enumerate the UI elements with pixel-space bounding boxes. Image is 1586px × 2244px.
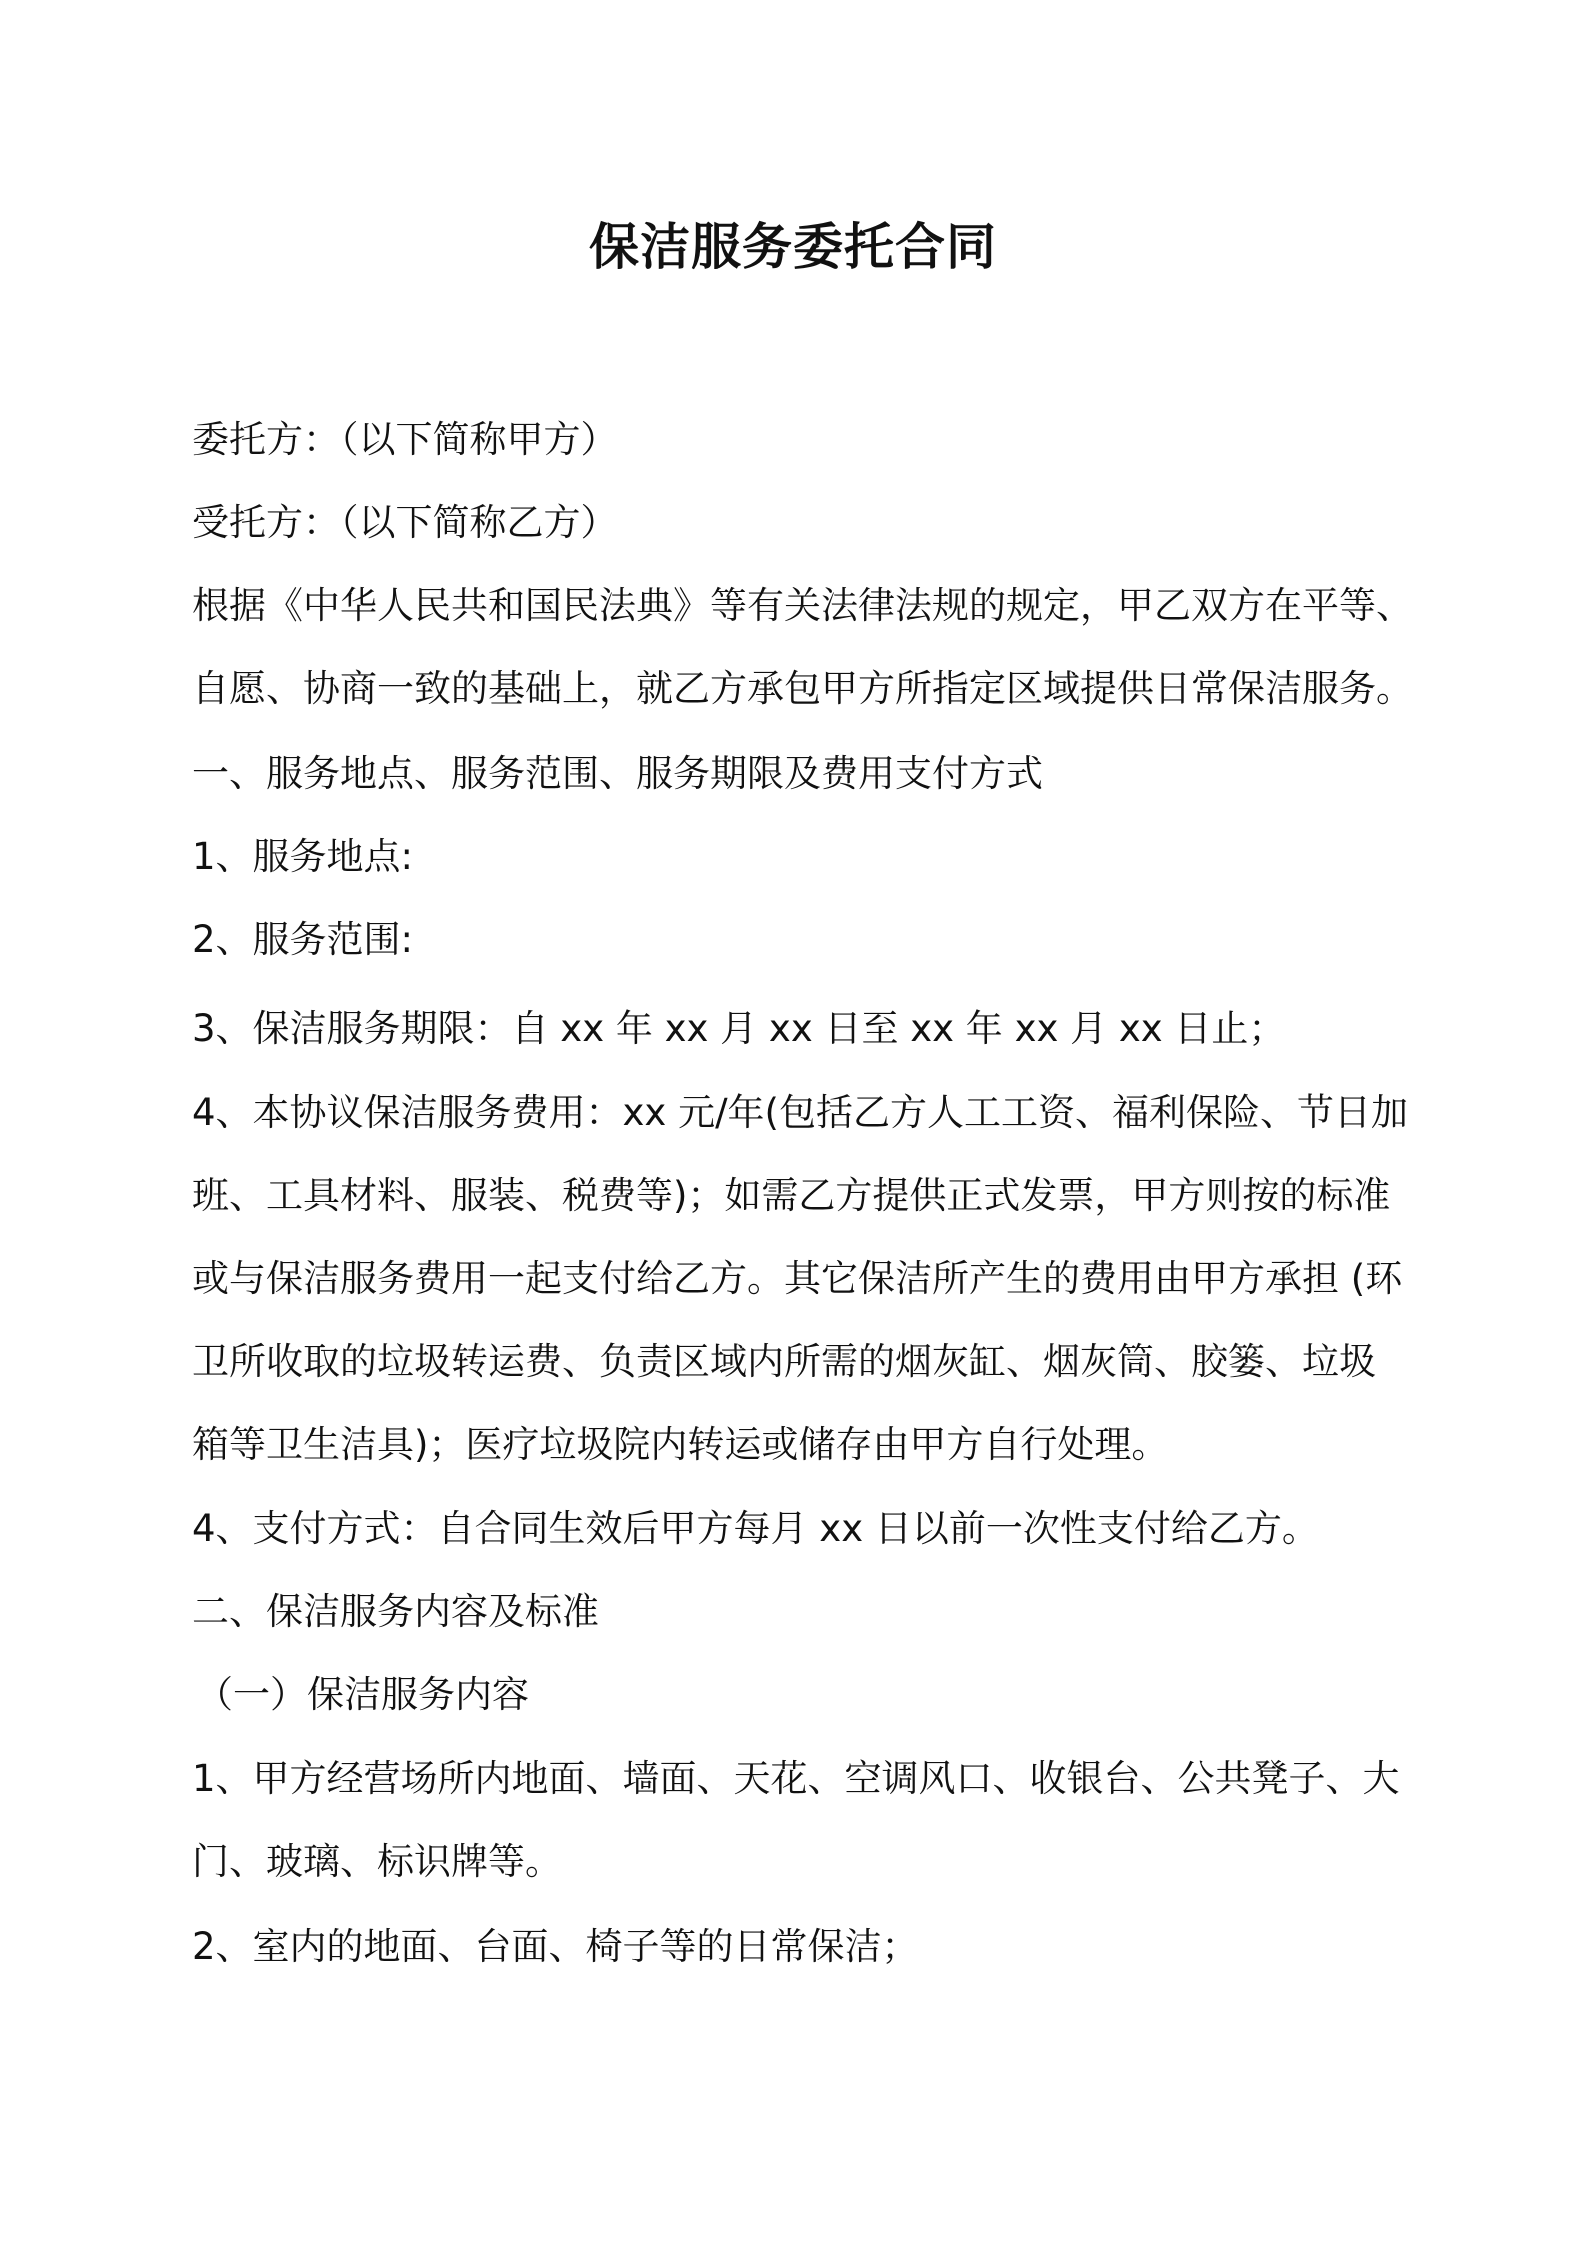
service-fee-line: 卫所收取的垃圾转运费、负责区域内所需的烟灰缸、烟灰筒、胶篓、垃圾 [192, 1340, 1376, 1383]
section-1-heading: 一、服务地点、服务范围、服务期限及费用支付方式 [192, 752, 1043, 795]
service-period-item: 3、保洁服务期限：自 xx 年 xx 月 xx 日至 xx 年 xx 月 xx 日止； [192, 1007, 1286, 1050]
section-2-sub-heading: （一）保洁服务内容 [196, 1673, 529, 1716]
service-fee-line: 箱等卫生洁具)；医疗垃圾院内转运或储存由甲方自行处理。 [192, 1423, 1169, 1466]
document-title: 保洁服务委托合同 [589, 218, 997, 276]
service-fee-line: 班、工具材料、服装、税费等)；如需乙方提供正式发票，甲方则按的标准 [192, 1174, 1391, 1217]
party-b-line: 受托方：（以下简称乙方） [192, 501, 618, 544]
section-2-heading: 二、保洁服务内容及标准 [192, 1590, 599, 1633]
payment-method-item: 4、支付方式：自合同生效后甲方每月 xx 日以前一次性支付给乙方。 [192, 1507, 1319, 1550]
service-fee-line: 或与保洁服务费用一起支付给乙方。其它保洁所产生的费用由甲方承担 (环 [192, 1257, 1403, 1300]
cleaning-area-line: 1、甲方经营场所内地面、墙面、天花、空调风口、收银台、公共凳子、大 [192, 1757, 1400, 1800]
party-a-line: 委托方：（以下简称甲方） [192, 418, 618, 461]
service-fee-line: 4、本协议保洁服务费用：xx 元/年(包括乙方人工工资、福利保险、节日加 [192, 1091, 1408, 1134]
indoor-cleaning-item: 2、室内的地面、台面、椅子等的日常保洁； [192, 1925, 919, 1968]
service-fee-paragraph [192, 1071, 1422, 1486]
service-location-item: 1、服务地点: [192, 835, 414, 878]
service-scope-item: 2、服务范围: [192, 918, 414, 961]
cleaning-area-paragraph [192, 1737, 1422, 1903]
preamble-line: 自愿、协商一致的基础上，就乙方承包甲方所指定区域提供日常保洁服务。 [192, 667, 1413, 710]
preamble-line: 根据《中华人民共和国民法典》等有关法律法规的规定，甲乙双方在平等、 [192, 584, 1413, 627]
preamble-paragraph [192, 564, 1422, 730]
cleaning-area-line: 门、玻璃、标识牌等。 [192, 1840, 562, 1883]
